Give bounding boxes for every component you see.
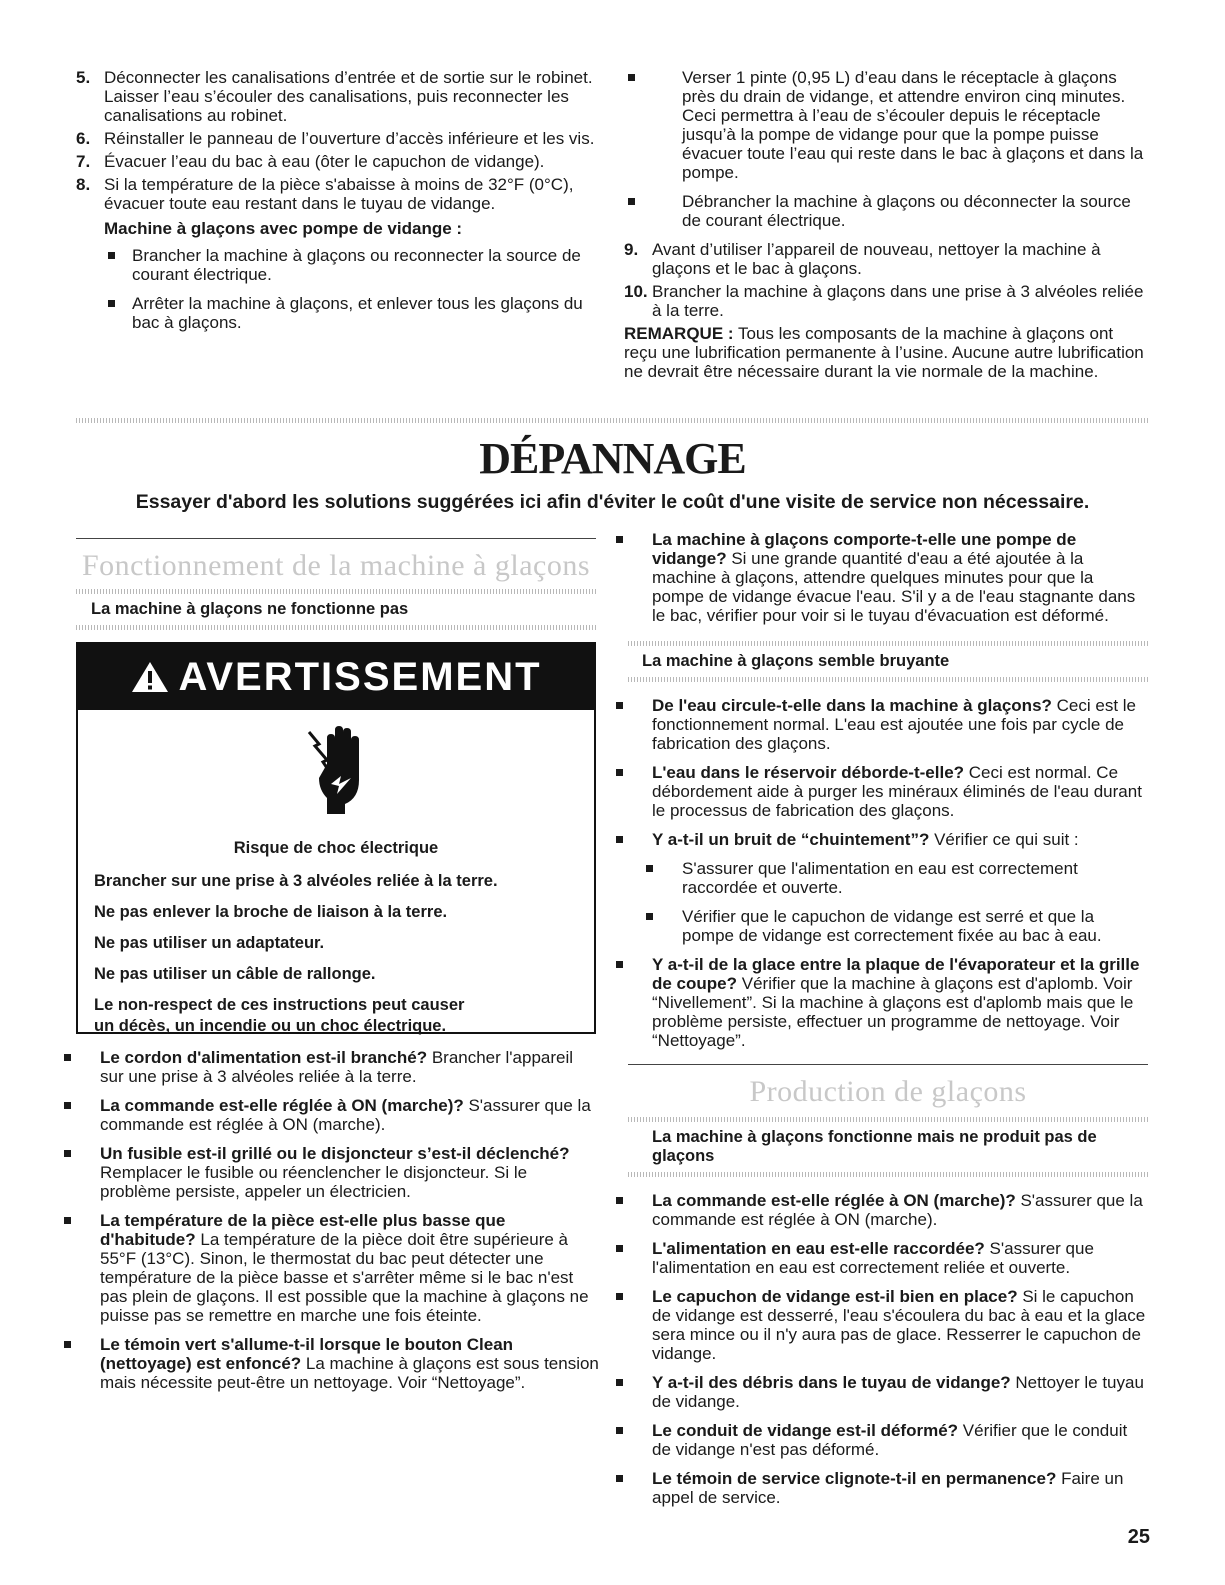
list-item: La machine à glaçons comporte-t-elle une pompe de vidange? Si une grande quantité d'eau a été ajoutée à la machine à glaçons, attendre quelques minutes pour que la pompe de vidange évacue l'eau. S'il y a de l'eau stagnante dans le bac, vérifier pour voir si le tuyau d'évacuation est déformé. xyxy=(612,530,1148,625)
list-item: Le cordon d'alimentation est-il branché? Brancher l'appareil sur une prise à 3 alvéoles reliée à la terre. xyxy=(60,1048,600,1086)
step-8: 8. Si la température de la pièce s'abaisse à moins de 32°F (0°C), évacuer toute eau restant dans le tuyau de vidange. xyxy=(76,175,574,213)
section-rule xyxy=(628,1064,1148,1065)
note: REMARQUE : Tous les composants de la machine à glaçons ont reçu une lubrification permanente à l’usine. Aucune autre lubrification ne devrait être nécessaire durant la vie normale de la machine. xyxy=(624,324,1144,381)
page-divider xyxy=(76,418,1148,423)
subsection-hatch xyxy=(628,1172,1148,1177)
list-item: Le témoin de service clignote-t-il en permanence? Faire un appel de service. xyxy=(612,1469,1148,1507)
list-item: Y a-t-il un bruit de “chuintement”? Vérifier ce qui suit : xyxy=(612,830,1148,849)
sub-list-item: S'assurer que l'alimentation en eau est correctement raccordée et ouverte. xyxy=(642,859,1148,897)
drain-bullet: Débrancher la machine à glaçons ou déconnecter la source de courant électrique. xyxy=(624,192,1148,230)
subsection-hatch xyxy=(628,677,1148,682)
left-troubleshooting-list xyxy=(60,1048,600,1402)
warning-line: Ne pas utiliser un câble de rallonge. xyxy=(94,965,376,983)
list-item: La commande est-elle réglée à ON (marche)? S'assurer que la commande est réglée à ON (marche). xyxy=(612,1191,1148,1229)
warning-line: Ne pas enlever la broche de liaison à la terre. xyxy=(94,903,448,921)
section-title-production: Production de glaçons xyxy=(749,1075,1027,1108)
warning-line: Ne pas utiliser un adaptateur. xyxy=(94,934,325,952)
subsection-heading-noisy: La machine à glaçons semble bruyante xyxy=(642,652,950,670)
list-item: L'alimentation en eau est-elle raccordée? S'assurer que l'alimentation en eau est correctement reliée et ouverte. xyxy=(612,1239,1148,1277)
pump-bullet: Brancher la machine à glaçons ou reconnecter la source de courant électrique. xyxy=(104,246,596,284)
list-item: Le capuchon de vidange est-il bien en place? Si le capuchon de vidange est desserré, l'eau s'écoulera du bac à eau et la glace sera mince ou il n'y aura pas de glace. Resserrer le capuchon de vidange. xyxy=(612,1287,1148,1363)
list-item: Y a-t-il des débris dans le tuyau de vidange? Nettoyer le tuyau de vidange. xyxy=(612,1373,1148,1411)
subsection-heading-production: La machine à glaçons fonctionne mais ne produit pas de glaçons xyxy=(652,1128,1097,1165)
step-5: 5. Déconnecter les canalisations d’entrée et de sortie sur le robinet. Laisser l’eau s’écouler des canalisations, puis reconnecter les canalisations au robinet. xyxy=(76,68,593,125)
top-right-column xyxy=(624,68,1148,381)
list-item: L'eau dans le réservoir déborde-t-elle? Ceci est normal. Ce débordement aide à purger les minéraux éliminés de l'eau durant le processus de fabrication des glaçons. xyxy=(612,763,1148,820)
warning-consequence: Le non-respect de ces instructions peut causer xyxy=(94,996,465,1014)
warning-header: AVERTISSEMENT xyxy=(78,644,594,710)
steps-list-9-10 xyxy=(624,240,1148,320)
pump-heading: Machine à glaçons avec pompe de vidange : xyxy=(104,219,463,238)
list-item: De l'eau circule-t-elle dans la machine à glaçons? Ceci est le fonctionnement normal. L'eau est ajoutée une fois par cycle de fabrication des glaçons. xyxy=(612,696,1148,753)
top-left-column xyxy=(76,68,596,342)
list-item: La commande est-elle réglée à ON (marche)? S'assurer que la commande est réglée à ON (marche). xyxy=(60,1096,600,1134)
step-10: 10. Brancher la machine à glaçons dans une prise à 3 alvéoles reliée à la terre. xyxy=(624,282,1144,320)
warning-line: Brancher sur une prise à 3 alvéoles reliée à la terre. xyxy=(94,872,498,890)
page-title: DÉPANNAGE xyxy=(479,434,746,483)
section-rule xyxy=(76,538,596,539)
page-subtitle: Essayer d'abord les solutions suggérées ici afin d'éviter le coût d'une visite de service non nécessaire. xyxy=(135,491,1090,513)
subsection-heading: La machine à glaçons ne fonctionne pas xyxy=(91,600,409,618)
subsection-hatch xyxy=(76,625,596,630)
list-item: La température de la pièce est-elle plus basse que d'habitude? La température de la pièce doit être supérieure à 55°F (13°C). Sinon, le thermostat du bac peut détecter une température de la pièce basse et s'arrêter même si le bac n'est pas plein de glaçons. Il est possible que la machine à glaçons ne puisse pas se remettre en marche une fois éteinte. xyxy=(60,1211,600,1325)
sub-list-item: Vérifier que le capuchon de vidange est serré et que la pompe de vidange est correctement fixée au bac à eau. xyxy=(642,907,1148,945)
pump-bullet: Arrêter la machine à glaçons, et enlever tous les glaçons du bac à glaçons. xyxy=(104,294,596,332)
steps-list-5-8 xyxy=(76,68,596,213)
right-column xyxy=(612,530,1148,1517)
left-column xyxy=(76,538,596,630)
list-item: Un fusible est-il grillé ou le disjoncteur s’est-il déclenché? Remplacer le fusible ou réenclencher le disjoncteur. Si le problème persiste, appeler un électricien. xyxy=(60,1144,600,1201)
list-item: Y a-t-il de la glace entre la plaque de l'évaporateur et la grille de coupe? Vérifier que la machine à glaçons est d'aplomb. Voir “Nivellement”. Si la machine à glaçons est d'aplomb mais que le problème persiste, effectuer un programme de nettoyage. Voir “Nettoyage”. xyxy=(612,955,1148,1050)
section-title-operation: Fonctionnement de la machine à glaçons xyxy=(81,549,590,582)
step-7: 7. Évacuer l’eau du bac à eau (ôter le capuchon de vidange). xyxy=(76,152,545,171)
electric-shock-hand-icon xyxy=(301,718,371,818)
step-9: 9. Avant d’utiliser l’appareil de nouveau, nettoyer la machine à glaçons et le bac à glaçons. xyxy=(624,240,1101,278)
warning-box xyxy=(76,642,596,1034)
page-number: 25 xyxy=(1127,1526,1150,1548)
warning-triangle-icon xyxy=(130,660,170,694)
warning-consequence: un décès, un incendie ou un choc électrique. xyxy=(94,1017,447,1035)
warning-risk: Risque de choc électrique xyxy=(233,839,439,857)
list-item: Le témoin vert s'allume-t-il lorsque le bouton Clean (nettoyage) est enfoncé? La machine à glaçons est sous tension mais nécessite peut-être un nettoyage. Voir “Nettoyage”. xyxy=(60,1335,600,1392)
list-item: Le conduit de vidange est-il déformé? Vérifier que le conduit de vidange n'est pas déformé. xyxy=(612,1421,1148,1459)
step-6: 6. Réinstaller le panneau de l’ouverture d’accès inférieure et les vis. xyxy=(76,129,595,148)
drain-bullet: Verser 1 pinte (0,95 L) d’eau dans le réceptacle à glaçons près du drain de vidange, et attendre environ cinq minutes. Ceci permettra à l’eau de s’écouler depuis le réceptacle jusqu’à la pompe de vidange pour que la pompe puisse évacuer toute l’eau qui reste dans le bac à glaçons et dans la pompe. xyxy=(624,68,1148,182)
